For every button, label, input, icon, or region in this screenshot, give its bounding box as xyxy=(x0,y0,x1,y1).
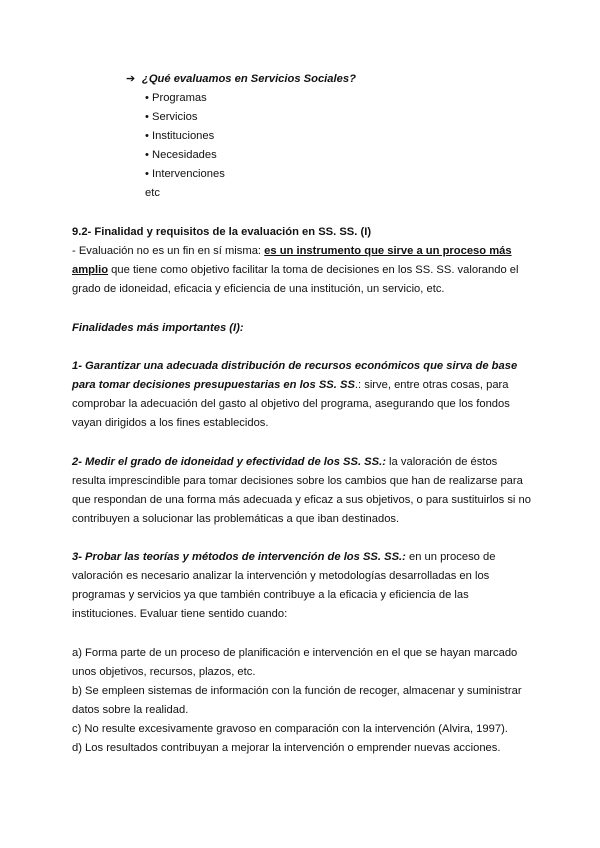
question-text: ¿Qué evaluamos en Servicios Sociales? xyxy=(142,73,356,85)
question-heading xyxy=(126,72,356,86)
paragraph-line: resulta imprescindible para tomar decisiones sobre los cambios que han de realizarse para xyxy=(72,475,523,487)
paragraph-line: valoración es necesario analizar la intervención y metodologías desarrolladas en los xyxy=(72,570,490,582)
paragraph-line: programas y servicios ya que también contribuye a la eficacia y eficiencia de las xyxy=(72,589,469,601)
condition-line: datos sobre la realidad. xyxy=(72,704,189,716)
paragraph-line: vayan dirigidos a los fines establecidos. xyxy=(72,417,269,429)
paragraph-line xyxy=(72,244,512,258)
finalidades-heading: Finalidades más importantes (I): xyxy=(72,322,244,334)
paragraph-emphasis: 2- Medir el grado de idoneidad y efectividad de los SS. SS.: xyxy=(72,456,386,468)
paragraph-line xyxy=(72,455,497,469)
paragraph-emphasis: para tomar decisiones presupuestarias en los SS. SS xyxy=(72,379,355,391)
paragraph-text: en un proceso de xyxy=(405,551,496,563)
paragraph-line: 1- Garantizar una adecuada distribución de recursos económicos que sirva de base xyxy=(72,360,518,372)
paragraph-line: que respondan de una forma más adecuada y eficaz a sus objetivos, o para sustituirlos si no xyxy=(72,494,531,506)
paragraph-text: la valoración de éstos xyxy=(385,456,498,468)
intro-emphasis: es un instrumento que sirve a un proceso más xyxy=(264,245,512,257)
condition-line: d) Los resultados contribuyan a mejorar la intervención o emprender nuevas acciones. xyxy=(72,742,501,754)
condition-line: a) Forma parte de un proceso de planificación e intervención en el que se hayan marcado xyxy=(72,647,518,659)
intro-emphasis: amplio xyxy=(72,264,109,276)
paragraph-line: instituciones. Evaluar tiene sentido cuando: xyxy=(72,608,288,620)
list-etc: etc xyxy=(145,187,160,199)
intro-text: - Evaluación no es un fin en sí misma: xyxy=(72,245,265,257)
list-item: • Servicios xyxy=(145,111,198,123)
paragraph-emphasis: 3- Probar las teorías y métodos de intervención de los SS. SS.: xyxy=(72,551,406,563)
condition-line: b) Se empleen sistemas de información con la función de recoger, almacenar y suministrar xyxy=(72,685,522,697)
intro-text: que tiene como objetivo facilitar la toma de decisiones en los SS. SS. valorando el xyxy=(108,264,519,276)
list-item: • Intervenciones xyxy=(145,168,225,180)
list-item: • Necesidades xyxy=(145,149,217,161)
section-heading: 9.2- Finalidad y requisitos de la evaluación en SS. SS. (I) xyxy=(72,226,372,238)
paragraph-line: contribuyen a solucionar las problemáticas a que iban destinados. xyxy=(72,513,400,525)
list-item: • Instituciones xyxy=(145,130,215,142)
arrow-icon: ➔ xyxy=(126,73,136,85)
list-item: • Programas xyxy=(145,92,207,104)
paragraph-line: comprobar la adecuación del gasto al objetivo del programa, asegurando que los fondos xyxy=(72,398,510,410)
condition-line: c) No resulte excesivamente gravoso en comparación con la intervención (Alvira, 1997). xyxy=(72,723,508,735)
paragraph-line xyxy=(72,550,495,564)
paragraph-text: .: sirve, entre otras cosas, para xyxy=(354,379,509,391)
paragraph-line xyxy=(72,378,509,392)
paragraph-line: grado de idoneidad, eficacia y eficiencia de una institución, un servicio, etc. xyxy=(72,283,445,295)
condition-line: unos objetivos, recursos, plazos, etc. xyxy=(72,666,256,678)
paragraph-line xyxy=(72,263,519,277)
